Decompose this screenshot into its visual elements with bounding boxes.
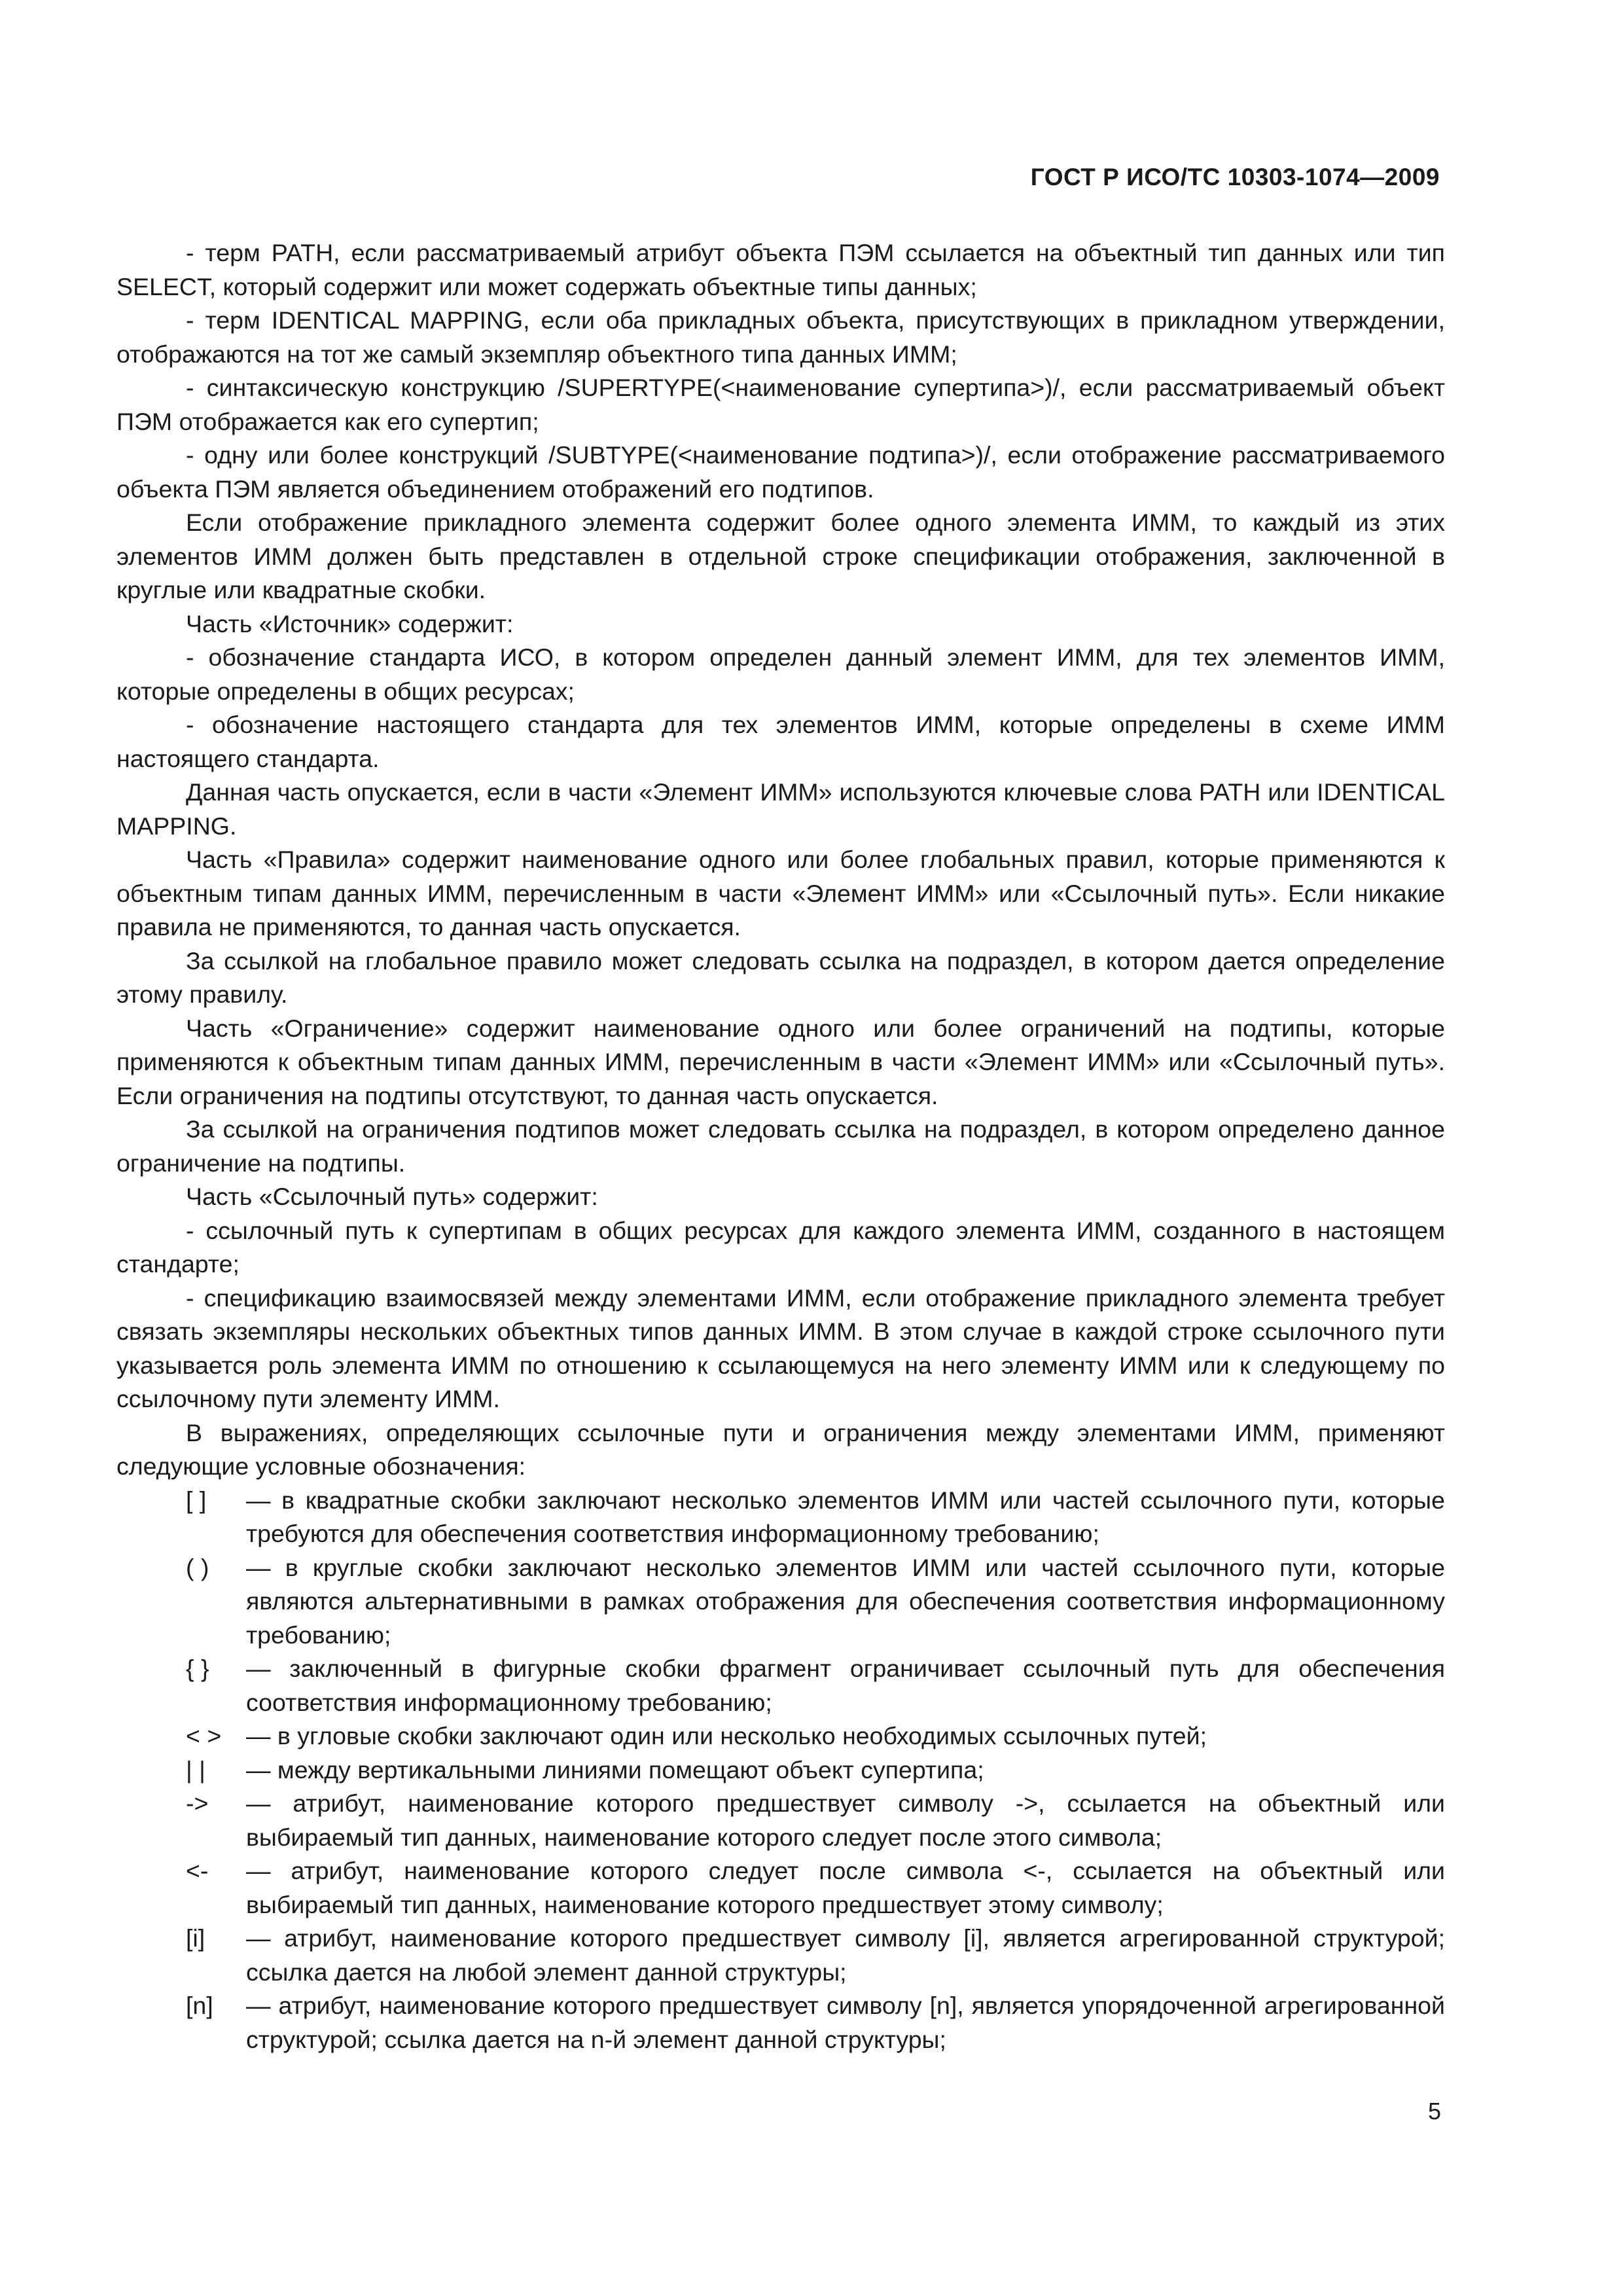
paragraph: - обозначение настоящего стандарта для тех элементов ИММ, которые определены в схеме ИММ настоящего стандарта. <box>116 711 1445 772</box>
page-number: 5 <box>1427 2098 1441 2125</box>
paragraph: - спецификацию взаимосвязей между элементами ИММ, если отображение прикладного элемента требует связать экземпляры нескольких объектных типов данных ИММ. В этом случае в каждой строке ссылочного пути указывается роль элемента ИММ по отношению к ссылающемуся на него элементу ИММ или к следующему по ссылочному пути элементу ИММ. <box>116 1283 1445 1412</box>
paragraph: Если отображение прикладного элемента содержит более одного элемента ИММ, то каждый из этих элементов ИММ должен быть представлен в отдельной строке спецификации отображения, заключенной в круглые или квадратные скобки. <box>116 509 1445 603</box>
paragraph: - обозначение стандарта ИСО, в котором определен данный элемент ИММ, для тех элементов ИММ, которые определены в общих ресурсах; <box>116 643 1445 705</box>
notation-symbol: -> <box>186 1789 209 1817</box>
notation-description: — заключенный в фигурные скобки фрагмент ограничивает ссылочный путь для обеспечения соответствия информационному требованию; <box>246 1655 1445 1716</box>
paragraph: - терм PATH, если рассматриваемый атрибут объекта ПЭМ ссылается на объектный тип данных или тип SELECT, который содержит или может содержать объектные типы данных; <box>116 239 1445 300</box>
document-body <box>116 236 1445 2056</box>
notation-definition-list <box>116 1484 1445 2057</box>
paragraph: Часть «Правила» содержит наименование одного или более глобальных правил, которые применяются к объектным типам данных ИММ, перечисленным в части «Элемент ИММ» или «Ссылочный путь». Если никакие правила не применяются, то данная часть опускается. <box>116 846 1445 941</box>
paragraph: За ссылкой на глобальное правило может следовать ссылка на подраздел, в котором дается определение этому правилу. <box>116 946 1445 1008</box>
notation-description: — атрибут, наименование которого предшествует символу [n], является упорядоченной агрегированной структурой; ссылка дается на n-й элемент данной структуры; <box>246 1992 1445 2053</box>
paragraph: - терм IDENTICAL MAPPING, если оба прикладных объекта, присутствующих в прикладном утверждении, отображаются на тот же самый экземпляр объектного типа данных ИММ; <box>116 306 1445 368</box>
notation-symbol: [n] <box>186 1992 213 2019</box>
paragraph: За ссылкой на ограничения подтипов может следовать ссылка на подраздел, в котором определено данное ограничение на подтипы. <box>116 1115 1445 1177</box>
notation-description: — в квадратные скобки заключают несколько элементов ИММ или частей ссылочного пути, которые требуются для обеспечения соответствия информационному требованию; <box>246 1486 1445 1547</box>
notation-definition <box>116 1484 1445 1551</box>
paragraph: В выражениях, определяющих ссылочные пути и ограничения между элементами ИММ, применяют следующие условные обозначения: <box>116 1418 1445 1480</box>
notation-definition <box>116 1989 1445 2056</box>
notation-symbol: ( ) <box>186 1553 209 1581</box>
notation-definition <box>116 1922 1445 1989</box>
notation-definition <box>116 1787 1445 1854</box>
notation-definition <box>116 1719 1445 1753</box>
notation-description: — атрибут, наименование которого предшествует символу ->, ссылается на объектный или выбираемый тип данных, наименование которого следует после этого символа; <box>246 1789 1445 1851</box>
notation-description: — атрибут, наименование которого предшествует символу [i], является агрегированной структурой; ссылка дается на любой элемент данной структуры; <box>246 1924 1445 1986</box>
paragraph: Данная часть опускается, если в части «Элемент ИММ» используются ключевые слова PATH или IDENTICAL MAPPING. <box>116 778 1445 840</box>
notation-symbol: <- <box>186 1857 209 1884</box>
paragraph: Часть «Ограничение» содержит наименование одного или более ограничений на подтипы, которые применяются к объектным типам данных ИММ, перечисленным в части «Элемент ИММ» или «Ссылочный путь». Если ограничения на подтипы отсутствуют, то данная часть опускается. <box>116 1014 1445 1109</box>
notation-symbol: [i] <box>186 1924 205 1952</box>
paragraph: - ссылочный путь к супертипам в общих ресурсах для каждого элемента ИММ, созданного в настоящем стандарте; <box>116 1216 1445 1278</box>
notation-description: — атрибут, наименование которого следует после символа <-, ссылается на объектный или выбираемый тип данных, наименование которого предшествует этому символу; <box>246 1857 1445 1918</box>
paragraph: Часть «Источник» содержит: <box>186 609 514 637</box>
paragraph: - синтаксическую конструкцию /SUPERTYPE(<наименование супертипа>)/, если рассматриваемый объект ПЭМ отображается как его супертип; <box>116 374 1445 435</box>
notation-definition <box>116 1854 1445 1922</box>
notation-description: — в круглые скобки заключают несколько элементов ИММ или частей ссылочного пути, которые являются альтернативными в рамках отображения для обеспечения соответствия информационному требованию; <box>246 1553 1445 1649</box>
notation-description: — между вертикальными линиями помещают объект супертипа; <box>246 1755 984 1784</box>
notation-symbol: < > <box>186 1722 222 1749</box>
notation-symbol: { } <box>186 1655 209 1682</box>
paragraph: - одну или более конструкций /SUBTYPE(<наименование подтипа>)/, если отображение рассматриваемого объекта ПЭМ является объединением отображений его подтипов. <box>116 441 1445 503</box>
notation-symbol: [ ] <box>186 1486 207 1514</box>
notation-definition <box>116 1551 1445 1653</box>
document-header: ГОСТ Р ИСО/ТС 10303-1074—2009 <box>1030 164 1440 190</box>
notation-description: — в угловые скобки заключают один или несколько необходимых ссылочных путей; <box>246 1722 1207 1749</box>
notation-definition <box>116 1753 1445 1787</box>
paragraph: Часть «Ссылочный путь» содержит: <box>186 1183 598 1210</box>
notation-symbol: | | <box>186 1755 205 1784</box>
notation-definition <box>116 1652 1445 1719</box>
